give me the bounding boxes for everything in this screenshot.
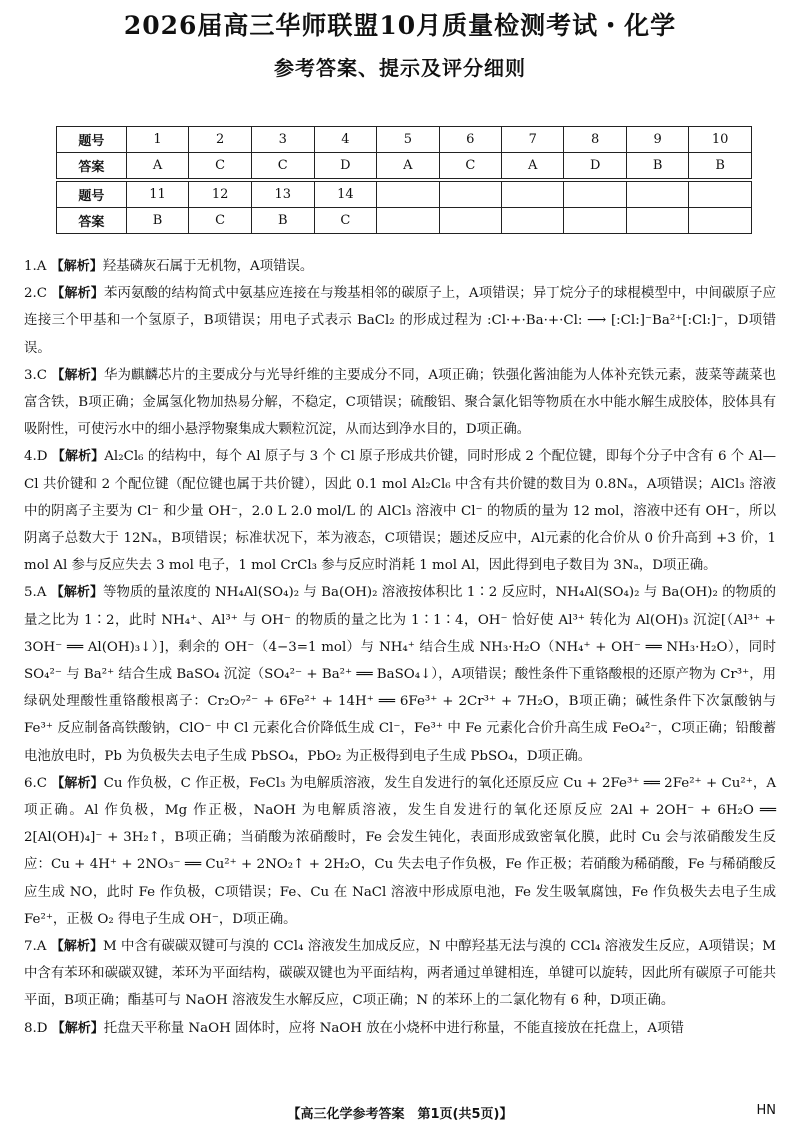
item-text: 苯丙氨酸的结构简式中氨基应连接在与羧基相邻的碳原子上，A项错误；异丁烷分子的球棍模型中，中间碳原子应连接三个甲基和一个氢原子，B项错误；用电子式表示 BaCl₂ 的形成过程为 :Cl·+·Ba·+·Cl: ⟶ [:Cl:]⁻Ba²⁺[:Cl:]⁻，D项错误。 [24,286,776,356]
analysis-tag: 【解析】 [51,1020,104,1036]
question-cell: 7 [502,127,564,153]
explanation-item [24,280,776,362]
question-cell: 3 [251,127,314,153]
answer-cell: C [189,153,252,179]
answer-cell: D [314,153,377,179]
answer-cell: D [564,153,626,179]
answer-table-answer-row-1 [57,153,752,179]
answer-cell [689,208,752,234]
question-cell: 9 [626,127,688,153]
answer-table-question-row-1 [57,127,752,153]
answer-cell [439,208,501,234]
page-subtitle: 参考答案、提示及评分细则 [274,56,526,80]
explanation-item [24,253,776,280]
explanations [24,253,776,1042]
question-cell: 12 [189,182,252,208]
answer-cell: C [251,153,314,179]
question-cell: 5 [377,127,439,153]
analysis-tag: 【解析】 [50,585,104,601]
answer-cell: C [439,153,501,179]
analysis-tag: 【解析】 [51,367,104,383]
analysis-tag: 【解析】 [51,449,105,465]
question-cell: 8 [564,127,626,153]
item-text: Al₂Cl₆ 的结构中，每个 Al 原子与 3 个 Cl 原子形成共价键，同时形成 2 个配位键，即每个分子中含有 6 个 Al—Cl 共价键和 2 个配位键（配位键也属于共价键），因此 0.1 mol Al₂Cl₆ 中含有共价键的数目为 0.8Nₐ，A项错误；AlCl₃ 溶液中的阴离子主要为 Cl⁻ 和少量 OH⁻，2.0 L 2.0 mol/L 的 AlCl₃ 溶液中 Cl⁻ 的物质的量为 12 mol，溶液中还有 OH⁻，所以阴离子总数大于 12Nₐ，B项错误；标准状况下，苯为液态，C项错误；题述反应中，Al元素的化合价从 0 价升高到 +3 价，1 mol Al 参与反应失去 3 mol 电子，1 mol CrCl₃ 参与反应时消耗 1 mol Al，因此得到电子数目为 3Nₐ，D项正确。 [24,449,776,574]
question-cell [689,182,752,208]
answer-cell [377,208,439,234]
answer-cell [564,208,626,234]
item-number: 4.D [24,449,48,465]
question-label: 题号 [57,127,127,153]
answer-label: 答案 [57,153,127,179]
answer-cell: C [314,208,377,234]
explanation-item [24,579,776,769]
item-number: 6.C [24,775,48,791]
item-number: 1.A [24,259,47,274]
item-number: 3.C [24,367,48,383]
item-text: 托盘天平称量 NaOH 固体时，应将 NaOH 放在小烧杯中进行称量，不能直接放在托盘上，A项错 [103,1020,684,1036]
answer-cell: A [502,153,564,179]
question-cell: 11 [126,182,189,208]
item-text: M 中含有碳碳双键可与溴的 CCl₄ 溶液发生加成反应，N 中醇羟基无法与溴的 CCl₄ 溶液发生反应，A项错误；M 中含有苯环和碳碳双键，苯环为平面结构，碳碳双键也为平面结构，两者通过单键相连，单键可以旋转，因此所有碳原子可能共平面，B项正确；酯基可与 NaOH 溶液发生水解反应，C项正确；N 的苯环上的二氯化物有 6 种，D项正确。 [24,939,776,1009]
explanation-item [24,443,776,579]
item-text: 等物质的量浓度的 NH₄Al(SO₄)₂ 与 Ba(OH)₂ 溶液按体积比 1∶2 反应时，NH₄Al(SO₄)₂ 与 Ba(OH)₂ 的物质的量之比为 1∶2，此时 NH₄⁺、Al³⁺ 与 OH⁻ 的物质的量之比为 1∶1∶4，OH⁻ 恰好使 Al³⁺ 转化为 Al(OH)₃ 沉淀[（Al³⁺ + 3OH⁻ ══ Al(OH)₃↓）]，剩余的 OH⁻（4−3=1 mol）与 NH₄⁺ 结合生成 NH₃·H₂O（NH₄⁺ + OH⁻ ══ NH₃·H₂O），同时 SO₄²⁻ 与 Ba²⁺ 结合生成 BaSO₄ 沉淀（SO₄²⁻ + Ba²⁺ ══ BaSO₄↓），A项错误；酸性条件下重铬酸根的还原产物为 Cr³⁺，用绿矾处理酸性重铬酸根离子：Cr₂O₇²⁻ + 6Fe²⁺ + 14H⁺ ══ 6Fe³⁺ + 2Cr³⁺ + 7H₂O，B项正确；碱性条件下次氯酸钠与 Fe³⁺ 反应制备高铁酸钠，ClO⁻ 中 Cl 元素化合价降低生成 Cl⁻，Fe³⁺ 中 Fe 元素化合价升高生成 FeO₄²⁻，C项正确；铅酸蓄电池放电时，Pb 为负极失去电子生成 PbSO₄，PbO₂ 为正极得到电子生成 PbSO₄，D项正确。 [24,585,776,764]
question-cell [626,182,688,208]
question-cell [377,182,439,208]
item-number: 2.C [24,286,48,302]
answer-cell: B [251,208,314,234]
question-cell: 6 [439,127,501,153]
answer-cell: A [126,153,189,179]
explanation-item [24,933,776,1015]
answer-cell [502,208,564,234]
question-cell [502,182,564,208]
question-cell [564,182,626,208]
analysis-tag: 【解析】 [51,775,104,791]
answer-table-answer-row-2 [57,208,752,234]
answer-cell: B [689,153,752,179]
analysis-tag: 【解析】 [51,286,104,302]
question-cell: 4 [314,127,377,153]
item-text: 羟基磷灰石属于无机物，A项错误。 [102,259,314,274]
page-footer: 【高三化学参考答案 第1页(共5页)】 [287,1107,513,1122]
explanation-item [24,1015,776,1042]
question-cell: 10 [689,127,752,153]
explanation-item [24,770,776,933]
question-cell: 2 [189,127,252,153]
question-cell [439,182,501,208]
answer-table-question-row-2 [57,182,752,208]
item-number: 7.A [24,939,47,955]
question-cell: 1 [126,127,189,153]
answer-cell: B [126,208,189,234]
page-title: 2026届高三华师联盟10月质量检测考试・化学 [123,11,677,40]
answer-label: 答案 [57,208,127,234]
answer-table [56,126,752,234]
analysis-tag: 【解析】 [50,259,103,274]
answer-cell [626,208,688,234]
explanation-item [24,362,776,444]
question-cell: 13 [251,182,314,208]
item-text: 华为麒麟芯片的主要成分与光导纤维的主要成分不同，A项正确；铁强化酱油能为人体补充铁元素，菠菜等蔬菜也富含铁，B项正确；金属氢化物加热易分解，不稳定，C项错误；硫酸铝、聚合氯化铝等物质在水中能水解生成胶体，胶体具有吸附性，可使污水中的细小悬浮物聚集成大颗粒沉淀，从而达到净水目的，D项正确。 [24,367,776,438]
question-cell: 14 [314,182,377,208]
item-number: 8.D [24,1020,48,1036]
analysis-tag: 【解析】 [50,939,104,955]
answer-cell: B [626,153,688,179]
footer-code: HN [756,1103,776,1118]
item-number: 5.A [24,585,47,601]
item-text: Cu 作负极，C 作正极，FeCl₃ 为电解质溶液，发生自发进行的氧化还原反应 Cu + 2Fe³⁺ ══ 2Fe²⁺ + Cu²⁺，A项正确。Al 作负极，Mg 作正极，NaOH 为电解质溶液，发生自发进行的氧化还原反应 2Al + 2OH⁻ + 6H₂O ══ 2[Al(OH)₄]⁻ + 3H₂↑，B项正确；当硝酸为浓硝酸时，Fe 会发生钝化，表面形成致密氧化膜，此时 Cu 会与浓硝酸发生反应：Cu + 4H⁺ + 2NO₃⁻ ══ Cu²⁺ + 2NO₂↑ + 2H₂O，Cu 失去电子作负极，Fe 作正极；若硝酸为稀硝酸，Fe 与稀硝酸反应生成 NO，此时 Fe 作负极，C项错误；Fe、Cu 在 NaCl 溶液中形成原电池，Fe 发生吸氧腐蚀，Fe 作负极失去电子生成 Fe²⁺，正极 O₂ 得电子生成 OH⁻，D项正确。 [24,775,776,927]
answer-cell: C [189,208,252,234]
question-label: 题号 [57,182,127,208]
answer-cell: A [377,153,439,179]
